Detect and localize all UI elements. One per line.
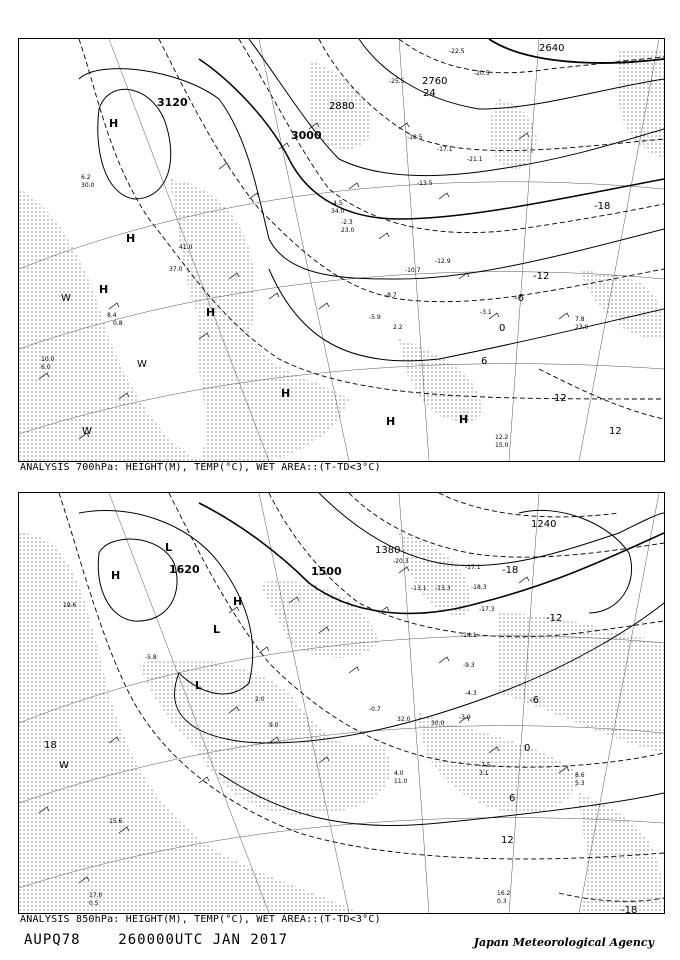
map-700hpa-svg — [19, 39, 664, 461]
station-value: 32.0 — [397, 716, 411, 723]
station-value: 8.4 — [107, 312, 117, 319]
station-value: -3.1 — [480, 309, 492, 316]
pressure-center-700: W — [82, 426, 92, 437]
temp-label-850: -12 — [546, 613, 563, 624]
temp-label-700: 6 — [481, 356, 488, 367]
map-panel-700hpa — [18, 38, 665, 462]
station-value: 10.0 — [41, 356, 55, 363]
pressure-center-700: W — [137, 359, 147, 370]
station-value: 7.8 — [575, 316, 585, 323]
station-value: 41.0 — [179, 244, 193, 251]
pressure-center-700: H — [459, 413, 469, 426]
temp-label-700: 0 — [499, 323, 506, 334]
height-label-700: 3120 — [157, 96, 188, 109]
station-value: -0.7 — [369, 706, 381, 713]
station-value: -13.3 — [435, 585, 451, 592]
station-value: -21.1 — [467, 156, 483, 163]
height-label-850: 1620 — [169, 563, 200, 576]
pressure-center-850: L — [195, 679, 203, 692]
station-value: 15.0 — [495, 442, 509, 449]
station-value: 4.0 — [394, 770, 404, 777]
station-value: 23.0 — [575, 324, 589, 331]
panel-caption-850hpa: ANALYSIS 850hPa: HEIGHT(M), TEMP(°C), WET AREA::(T-TD<3°C) — [20, 914, 381, 925]
station-value: -9.3 — [463, 662, 475, 669]
chart-code: AUPQ78 — [24, 932, 81, 948]
station-value: 8.6 — [575, 772, 585, 779]
temp-label-700: 12 — [554, 393, 567, 404]
temp-label-850: 0 — [524, 743, 531, 754]
temp-label-850: 18 — [44, 740, 57, 751]
station-value: 0.5 — [89, 900, 99, 907]
height-label-850: 1240 — [531, 519, 557, 530]
height-label-850: 1380 — [375, 545, 401, 556]
temp-label-700: 12 — [609, 426, 622, 437]
station-value: 30.0 — [81, 182, 95, 189]
station-value: 6.2 — [81, 174, 91, 181]
wet-area-850 — [19, 533, 664, 913]
station-value: -14.1 — [461, 632, 477, 639]
station-value: -25.5 — [389, 78, 405, 85]
station-value: 12.2 — [495, 434, 509, 441]
station-value: 3.1 — [479, 770, 489, 777]
station-value: 37.0 — [169, 266, 183, 273]
station-value: -5.8 — [145, 654, 157, 661]
pressure-center-700: H — [281, 387, 291, 400]
station-value: 0.8 — [113, 320, 123, 327]
height-label-850: 1500 — [311, 565, 342, 578]
height-label-700: 2640 — [539, 43, 565, 54]
station-value: -5.9 — [369, 314, 381, 321]
station-value: 15.6 — [109, 818, 123, 825]
station-value: -17.1 — [437, 146, 453, 153]
pressure-center-700: H — [386, 415, 396, 428]
station-value: 0.3 — [497, 898, 507, 905]
station-value: 11.0 — [394, 778, 408, 785]
station-value: -17.3 — [479, 606, 495, 613]
temp-label-700: -18 — [594, 201, 611, 212]
pressure-center-850: W — [59, 760, 69, 771]
height-label-700: 2760 — [422, 76, 448, 87]
station-value: 5.3 — [575, 780, 585, 787]
height-label-700: 3000 — [291, 129, 322, 142]
station-value: -4.3 — [465, 690, 477, 697]
station-value: -20.3 — [393, 558, 409, 565]
height-label-700: 2880 — [329, 101, 355, 112]
temp-label-850: 6 — [509, 793, 516, 804]
station-value: -18.3 — [471, 584, 487, 591]
station-value: 30.0 — [431, 720, 445, 727]
pressure-center-850: H — [111, 569, 121, 582]
pressure-center-850: H — [233, 595, 243, 608]
pressure-center-850: L — [213, 623, 221, 636]
map-panel-850hpa — [18, 492, 665, 914]
temp-label-700: -6 — [514, 293, 524, 304]
station-value: 6.0 — [41, 364, 51, 371]
temp-label-850: -18 — [621, 905, 638, 913]
station-value: -13.5 — [417, 180, 433, 187]
pressure-center-700: H — [206, 306, 216, 319]
pressure-center-700: H — [126, 232, 136, 245]
pressure-center-700: H — [99, 283, 109, 296]
station-value: -20.5 — [474, 70, 490, 77]
station-value: -8.7 — [385, 292, 397, 299]
station-value: -4.5 — [331, 200, 343, 207]
station-value: -22.5 — [449, 48, 465, 55]
pressure-center-700: W — [61, 293, 71, 304]
station-value: 17.0 — [89, 892, 103, 899]
temp-label-850: -6 — [529, 695, 539, 706]
station-value: -2.3 — [341, 219, 353, 226]
station-value: 23.0 — [341, 227, 355, 234]
station-value: -17.1 — [465, 564, 481, 571]
temp-label-850: 12 — [501, 835, 514, 846]
pressure-center-700: H — [109, 117, 119, 130]
chart-id-footer — [24, 932, 288, 948]
agency-name: Japan Meteorological Agency — [473, 936, 654, 949]
station-value: 19.6 — [63, 602, 77, 609]
chart-datetime: 260000UTC JAN 2017 — [118, 932, 289, 948]
station-value: 9.0 — [269, 722, 279, 729]
station-value: -7.5 — [479, 762, 491, 769]
map-850hpa-svg — [19, 493, 664, 913]
station-value: -18.5 — [407, 134, 423, 141]
temp-label-700: -12 — [533, 271, 550, 282]
temp-label-850: -18 — [502, 565, 519, 576]
pressure-center-850: L — [165, 541, 173, 554]
station-value: -10.7 — [405, 267, 421, 274]
station-value: -3.9 — [459, 714, 471, 721]
station-value: 16.2 — [497, 890, 511, 897]
station-value: -12.9 — [435, 258, 451, 265]
station-value: -13.1 — [411, 585, 427, 592]
station-value: 2.2 — [393, 324, 403, 331]
panel-caption-700hpa: ANALYSIS 700hPa: HEIGHT(M), TEMP(°C), WET AREA::(T-TD<3°C) — [20, 462, 381, 473]
height-contours-700 — [79, 39, 664, 361]
temp-label-700: 24 — [423, 88, 436, 99]
station-value: 34.0 — [331, 208, 345, 215]
station-value: 2.0 — [255, 696, 265, 703]
